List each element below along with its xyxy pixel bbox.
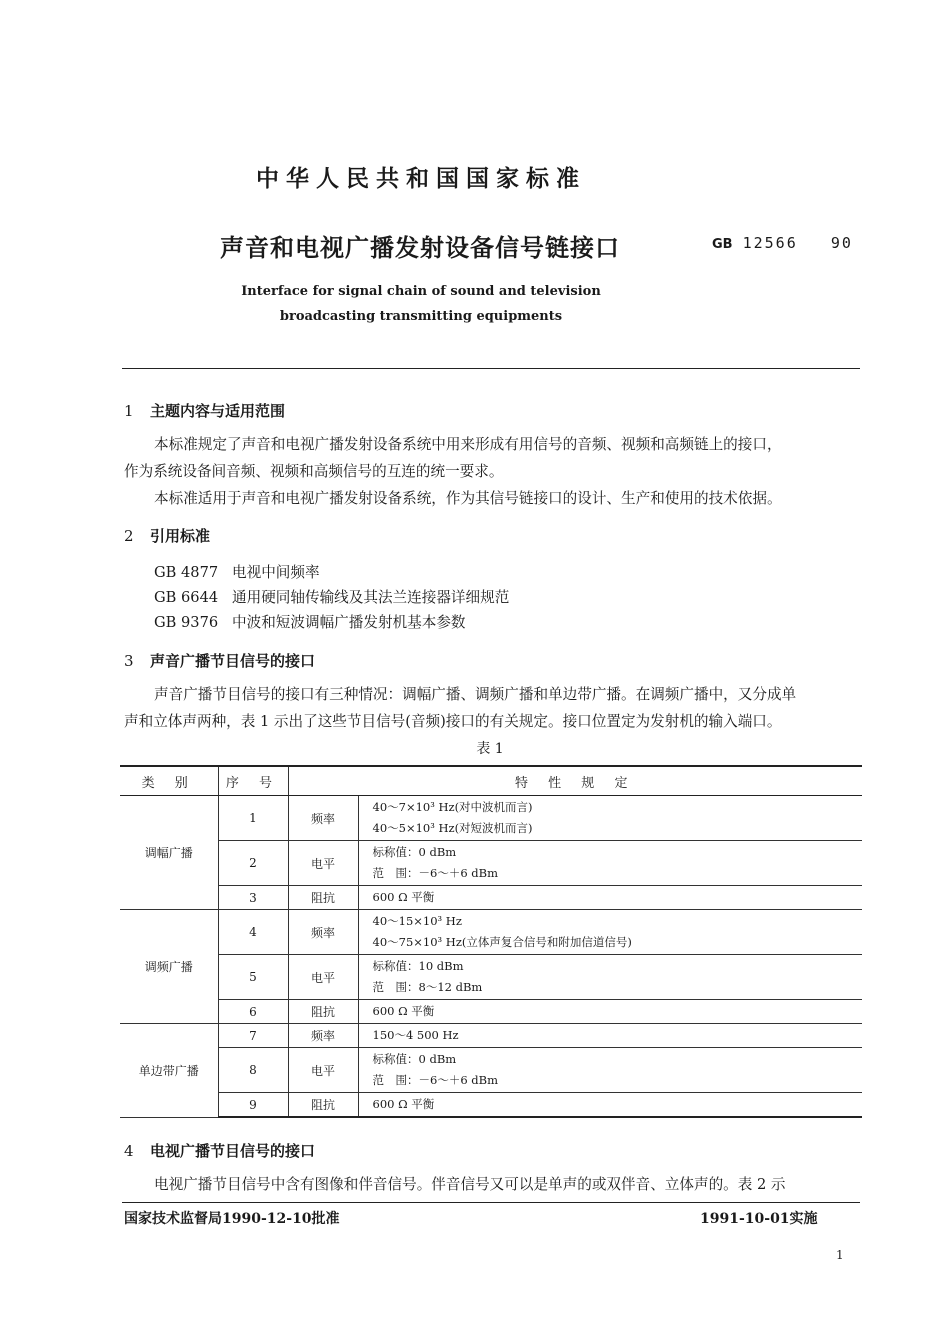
section-1-heading [124, 400, 285, 421]
spec-cell [358, 886, 862, 910]
spec-line: 40～75×10³ Hz(立体声复合信号和附加信道信号) [372, 935, 632, 949]
category-cell: 单边带广播 [120, 1024, 218, 1118]
param-cell: 电平 [288, 1048, 358, 1093]
gb-prefix: GB [712, 237, 733, 252]
seq-cell: 1 [218, 796, 288, 841]
spec-line: 150～4 500 Hz [372, 1028, 459, 1042]
table-header-row [120, 766, 862, 796]
reference-name: 中波和短波调幅广播发射机基本参数 [232, 614, 466, 631]
document-title: 声音和电视广播发射设备信号链接口 [220, 233, 620, 262]
table-1-caption: 表 1 [476, 741, 504, 757]
param-cell: 频率 [288, 1024, 358, 1048]
section-4-heading [124, 1140, 315, 1161]
table-row [120, 886, 862, 910]
spec-line: 范 围：8～12 dBm [372, 980, 483, 994]
header-divider [122, 368, 860, 369]
text-line: 声音广播节目信号的接口有三种情况：调幅广播、调频广播和单边带广播。在调频广播中，又分成单 [154, 686, 797, 703]
spec-cell [358, 1048, 862, 1093]
category-cell: 调幅广播 [120, 796, 218, 910]
spec-line: 40～15×10³ Hz [372, 914, 462, 928]
header-seq: 序 号 [218, 766, 288, 796]
section-title: 声音广播节目信号的接口 [150, 652, 316, 670]
spec-line: 标称值：10 dBm [372, 959, 464, 973]
section-3-heading [124, 650, 315, 671]
param-cell: 电平 [288, 841, 358, 886]
seq-cell: 5 [218, 955, 288, 1000]
spec-line: 600 Ω 平衡 [372, 1004, 435, 1018]
section-2-heading [124, 525, 210, 546]
seq-cell: 3 [218, 886, 288, 910]
section-1-paragraph-1 [124, 431, 860, 485]
table-row [120, 955, 862, 1000]
spec-cell [358, 841, 862, 886]
table-1 [120, 765, 862, 1118]
section-3-paragraph [124, 681, 860, 735]
table-row [120, 1048, 862, 1093]
param-cell: 频率 [288, 796, 358, 841]
english-title-line2: broadcasting transmitting equipments [279, 309, 563, 324]
national-standard-heading: 中华人民共和国国家标准 [256, 165, 586, 192]
header-category: 类 别 [120, 766, 218, 796]
section-4-paragraph: 电视广播节目信号中含有图像和伴音信号。伴音信号又可以是单声的或双伴音、立体声的。表 2 示 [154, 1176, 786, 1193]
spec-line: 范 围：－6～＋6 dBm [372, 866, 499, 880]
seq-cell: 6 [218, 1000, 288, 1024]
table-row [120, 910, 862, 955]
section-1-paragraph-2: 本标准适用于声音和电视广播发射设备系统，作为其信号链接口的设计、生产和使用的技术依据。 [154, 490, 782, 507]
english-title-line1: Interface for signal chain of sound and television [241, 284, 601, 299]
seq-cell: 8 [218, 1048, 288, 1093]
category-cell: 调频广播 [120, 910, 218, 1024]
spec-line: 标称值：0 dBm [372, 845, 457, 859]
gb-number: 12566 [742, 234, 798, 252]
approval-date: 国家技术监督局1990-12-10批准 [124, 1211, 340, 1227]
reference-code: GB 4877 [154, 564, 219, 581]
table-row [120, 1024, 862, 1048]
reference-item [154, 586, 509, 607]
seq-cell: 2 [218, 841, 288, 886]
reference-name: 电视中间频率 [232, 564, 320, 581]
param-cell: 频率 [288, 910, 358, 955]
spec-cell [358, 955, 862, 1000]
text-line: 本标准规定了声音和电视广播发射设备系统中用来形成有用信号的音频、视频和高频链上的接口， [154, 436, 782, 453]
spec-line: 范 围：－6～＋6 dBm [372, 1073, 499, 1087]
spec-cell [358, 796, 862, 841]
section-title: 引用标准 [150, 527, 211, 545]
table-row [120, 1000, 862, 1024]
spec-cell [358, 1000, 862, 1024]
seq-cell: 4 [218, 910, 288, 955]
spec-cell [358, 1024, 862, 1048]
reference-code: GB 9376 [154, 614, 219, 631]
table-row [120, 841, 862, 886]
reference-name: 通用硬同轴传输线及其法兰连接器详细规范 [232, 589, 510, 606]
section-title: 主题内容与适用范围 [150, 402, 286, 420]
section-number: 4 [124, 1142, 134, 1160]
standard-code [712, 234, 853, 252]
spec-line: 600 Ω 平衡 [372, 1097, 435, 1111]
param-cell: 阻抗 [288, 886, 358, 910]
param-cell: 阻抗 [288, 1093, 358, 1118]
page-number: 1 [836, 1248, 844, 1262]
section-title: 电视广播节目信号的接口 [150, 1142, 316, 1160]
header-spec: 特 性 规 定 [288, 766, 862, 796]
spec-line: 600 Ω 平衡 [372, 890, 435, 904]
seq-cell: 7 [218, 1024, 288, 1048]
spec-line: 40～5×10³ Hz(对短波机而言) [372, 821, 533, 835]
param-cell: 阻抗 [288, 1000, 358, 1024]
text-line: 声和立体声两种，表 1 示出了这些节目信号(音频)接口的有关规定。接口位置定为发射机的输入端口。 [124, 713, 782, 730]
section-number: 2 [124, 527, 134, 545]
spec-line: 标称值：0 dBm [372, 1052, 457, 1066]
table-row [120, 796, 862, 841]
gb-year: 90 [830, 234, 853, 252]
footer-divider [122, 1202, 860, 1203]
table-row [120, 1093, 862, 1118]
reference-item [154, 561, 320, 582]
effective-date: 1991-10-01实施 [700, 1211, 818, 1227]
section-number: 3 [124, 652, 134, 670]
param-cell: 电平 [288, 955, 358, 1000]
spec-cell [358, 910, 862, 955]
reference-code: GB 6644 [154, 589, 219, 606]
text-line: 作为系统设备间音频、视频和高频信号的互连的统一要求。 [124, 463, 504, 480]
section-number: 1 [124, 402, 134, 420]
spec-cell [358, 1093, 862, 1118]
spec-line: 40～7×10³ Hz(对中波机而言) [372, 800, 533, 814]
seq-cell: 9 [218, 1093, 288, 1118]
reference-item [154, 611, 466, 632]
